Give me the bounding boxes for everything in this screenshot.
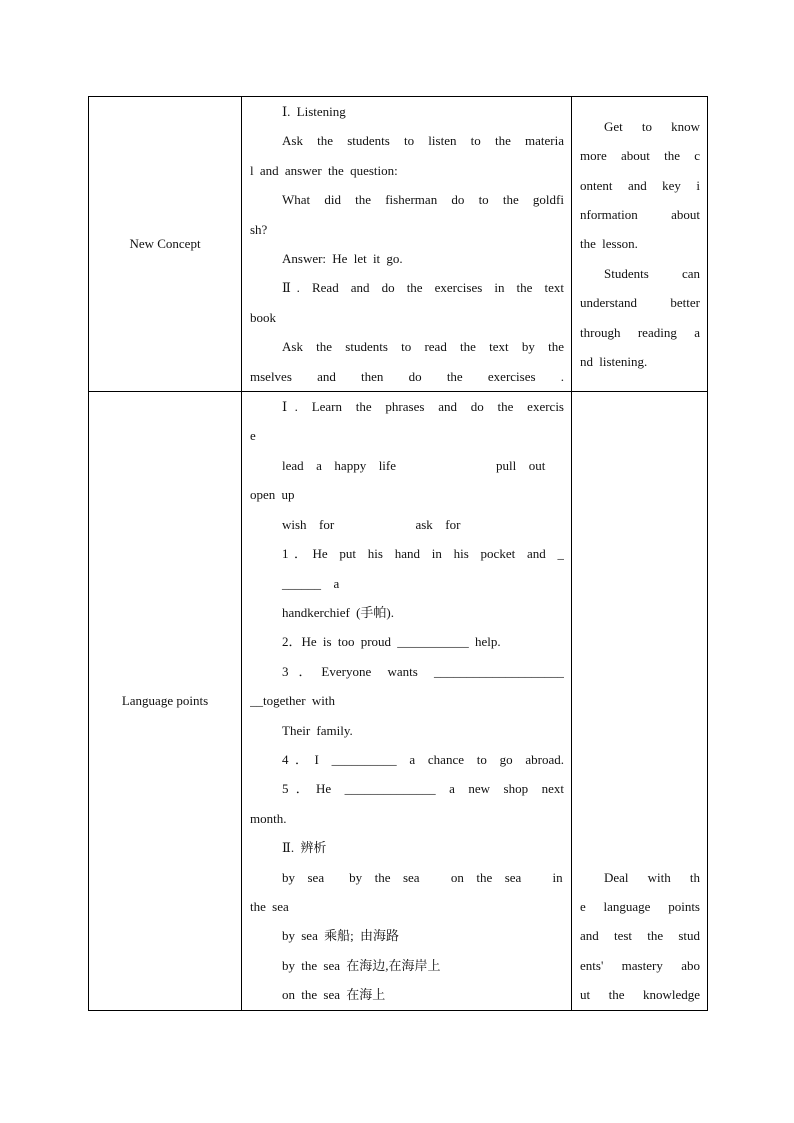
content-line: the sea [250,898,289,914]
phrase-line: lead a happy life pull out [282,457,546,473]
section-heading: Ⅰ. Learn the phrases and do the exercis [282,399,564,415]
exercise-line: 2．He is too proud ___________ help. [282,634,501,650]
purpose-line: more about the c [580,148,700,164]
purpose-line: nd listening. [580,353,648,369]
content-line: e [250,428,256,444]
exercise-line: 4．I __________ a chance to go abroad. [282,751,564,767]
exercise-line: __together with [250,693,335,709]
lesson-plan-table [88,96,708,1011]
phrase-line: wish for ask for [282,516,461,532]
segment-label: Language points [121,692,209,708]
content-line: mselves and then do the exercises . [250,368,564,384]
purpose-line: Deal with th [604,869,700,885]
purpose-line: Students can [604,265,700,281]
exercise-line: month. [250,810,287,826]
purpose-line: through reading a [580,324,700,340]
purpose-cell [572,392,708,1011]
purpose-line: nformation about [580,206,700,222]
content-line: l and answer the question: [250,162,398,178]
content-cell [242,392,572,1011]
exercise-line: handkerchief (手帕). [282,604,395,620]
content-line: by the sea 在海边,在海岸上 [282,957,441,973]
phrase-line: open up [250,487,295,503]
purpose-line: e language points [580,898,700,914]
section-heading: Ⅱ. Read and do the exercises in the text [282,280,564,296]
content-line: sh? [250,221,268,237]
purpose-line: and test the stud [580,928,700,944]
exercise-line: ______ a [282,575,340,591]
purpose-line: understand better [580,295,700,311]
content-line: Ask the students to read the text by the [282,339,564,355]
exercise-line: 5．He ______________ a new shop next [282,781,564,797]
content-line: on the sea 在海上 [282,987,386,1003]
segment-label: New Concept [129,236,201,252]
purpose-cell [572,97,708,392]
exercise-line: 3．Everyone wants ____________________ [282,663,564,679]
purpose-line: ut the knowledge [580,987,700,1003]
content-line: by sea by the sea on the sea in [282,869,563,885]
table-row-new-concept [89,97,708,392]
exercise-line: 1．He put his hand in his pocket and _ [282,546,564,562]
section-heading: Ⅰ. Listening [282,104,346,119]
segment-cell [89,392,242,1011]
content-line: Ask the students to listen to the materia [282,133,564,149]
table-row-language-points [89,392,708,1011]
content-cell [242,97,572,392]
purpose-line: Get to know [604,118,700,134]
purpose-line: ents' mastery abo [580,957,700,973]
exercise-line: Their family. [282,722,353,738]
segment-cell [89,97,242,392]
content-line: by sea 乘船; 由海路 [282,928,399,944]
purpose-line: the lesson. [580,236,638,252]
content-line: book [250,309,276,325]
purpose-line: ontent and key i [580,177,700,193]
content-line: What did the fisherman do to the goldfi [282,192,564,208]
content-line: Answer: He let it go. [282,251,403,267]
section-heading: Ⅱ. 辨析 [282,840,327,856]
